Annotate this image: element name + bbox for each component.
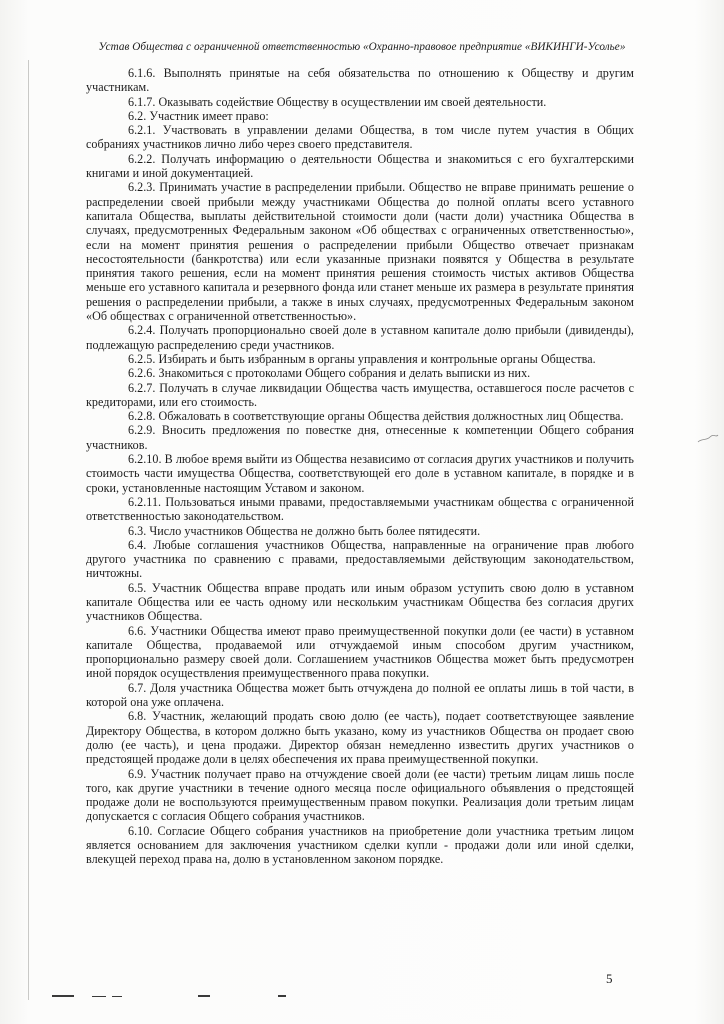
paragraph-6-8: 6.8. Участник, желающий продать свою долю (ее часть), подает соответствующее заявление Директору Общества, в котором должно быть указано, кому из участников Общества он продает свою долю (ее часть), и цена продажи. Директор обязан немедленно известить других участников о предстоящей продаже доли в целях обеспечения их права преимущественной покупки. xyxy=(86,709,634,767)
paragraph-6-6: 6.6. Участники Общества имеют право преимущественной покупки доли (ее части) в уставном капитале Общества, продаваемой или отчуждаемой иным способом другим участником, пропорционально размеру своей доли. Соглашением участников Общества может быть предусмотрен иной порядок осуществления преимущественного права покупки. xyxy=(86,623,634,681)
paragraph-6-2-5: 6.2.5. Избирать и быть избранным в органы управления и контрольные органы Общества. xyxy=(128,351,596,366)
paragraph-6-2-4: 6.2.4. Получать пропорционально своей доле в уставном капитале долю прибыли (дивиденды), подлежащую распределению среди участников. xyxy=(86,323,634,352)
paragraph-6-1-7: 6.1.7. Оказывать содействие Обществу в осуществлении им своей деятельности. xyxy=(128,94,547,109)
margin-pen-mark xyxy=(696,432,720,446)
page-number: 5 xyxy=(606,971,613,986)
paragraph-6-2-2: 6.2.2. Получать информацию о деятельности Общества и знакомиться с его бухгалтерскими книгами и иной документацией. xyxy=(86,151,634,181)
paragraph-6-2-8: 6.2.8. Обжаловать в соответствующие органы Общества действия должностных лиц Общества. xyxy=(128,409,624,424)
binding-edge-line xyxy=(28,60,29,1000)
paragraph-6-1-6: 6.1.6. Выполнять принятые на себя обязательства по отношению к Обществу и другим участникам. xyxy=(86,66,634,95)
paragraph-6-10: 6.10. Согласие Общего собрания участников на приобретение доли участника третьим лицом является основанием для заключения участником сделки купли - продажи доли или иной сделки, влекущей переход права на, долю в установленном законом порядке. xyxy=(86,823,634,867)
paragraph-6-4: 6.4. Любые соглашения участников Общества, направленные на ограничение прав любого другого участника по сравнению с правами, предоставляемыми действующим законодательством, ничтожны. xyxy=(86,537,634,581)
paragraph-6-3: 6.3. Число участников Общества не должно быть более пятидесяти. xyxy=(128,523,481,538)
scan-mark xyxy=(92,996,106,997)
paragraph-6-2-9: 6.2.9. Вносить предложения по повестке дня, отнесенные к компетенции Общего собрания участников. xyxy=(86,423,634,452)
scan-mark xyxy=(112,996,122,997)
paragraph-6-2-7: 6.2.7. Получать в случае ликвидации Общества часть имущества, оставшегося после расчетов с кредиторами, или его стоимость. xyxy=(86,380,634,409)
paragraph-6-2-10: 6.2.10. В любое время выйти из Общества независимо от согласия других участников и получить стоимость части имущества Общества, соответствующей его доле в уставном капитале, в порядке и в сроки, установленные настоящим Уставом и законом. xyxy=(86,452,634,495)
paragraph-6-2-6: 6.2.6. Знакомиться с протоколами Общего собрания и делать выписки из них. xyxy=(128,366,531,381)
paragraph-6-2-11: 6.2.11. Пользоваться иными правами, предоставляемыми участникам общества с ограниченной ответственностью законодательством. xyxy=(86,494,634,524)
paragraph-6-2-3: 6.2.3. Принимать участие в распределении прибыли. Общество не вправе принимать решение о распределении своей прибыли между участниками Общества до полной оплаты всего уставного капитала Общества, выплаты действительной стоимости доли (части доли) участника Общества в случаях, предусмотренных Федеральным законом «Об обществах с ограниченных ответственностью», если на момент принятия решения о распределении прибыли Общество отвечает признакам несостоятельности (банкротства) или если указанные признаки появятся у Общества в результате принятия такого решения, если на момент принятия решения стоимость чистых активов Общества меньше его уставного капитала и резервного фонда или станет меньше их размера в результате принятия решения о распределении прибыли, а также в иных случаях, предусмотренных Федеральным законом «Об обществах с ограниченной ответственностью». xyxy=(86,180,634,324)
paragraph-6-2-1: 6.2.1. Участвовать в управлении делами Общества, в том числе путем участия в Общих собраниях участников лично либо через своего представителя. xyxy=(86,123,634,152)
document-body xyxy=(86,66,634,867)
document-header: Устав Общества с ограниченной ответственностью «Охранно-правовое предприятие «ВИКИНГИ-Усолье» xyxy=(98,41,626,53)
scan-mark xyxy=(52,995,74,997)
paragraph-6-7: 6.7. Доля участника Общества может быть отчуждена до полной ее оплаты лишь в той части, в которой она уже оплачена. xyxy=(86,680,634,710)
paragraph-6-2: 6.2. Участник имеет право: xyxy=(128,108,269,123)
paragraph-6-9: 6.9. Участник получает право на отчуждение своей доли (ее части) третьим лицам лишь после того, как другие участники в течение одного месяца после официального объявления о предстоящей продаже доли не воспользуются преимущественным правом покупки. Реализация доли третьим лицам допускается с согласия Общего собрания участников. xyxy=(86,766,634,824)
scan-mark xyxy=(278,995,286,997)
paragraph-6-5: 6.5. Участник Общества вправе продать или иным образом уступить свою долю в уставном капитале Общества или ее часть одному или нескольким участникам Общества без согласия других участников Общества. xyxy=(86,580,634,624)
scan-mark xyxy=(198,995,210,997)
